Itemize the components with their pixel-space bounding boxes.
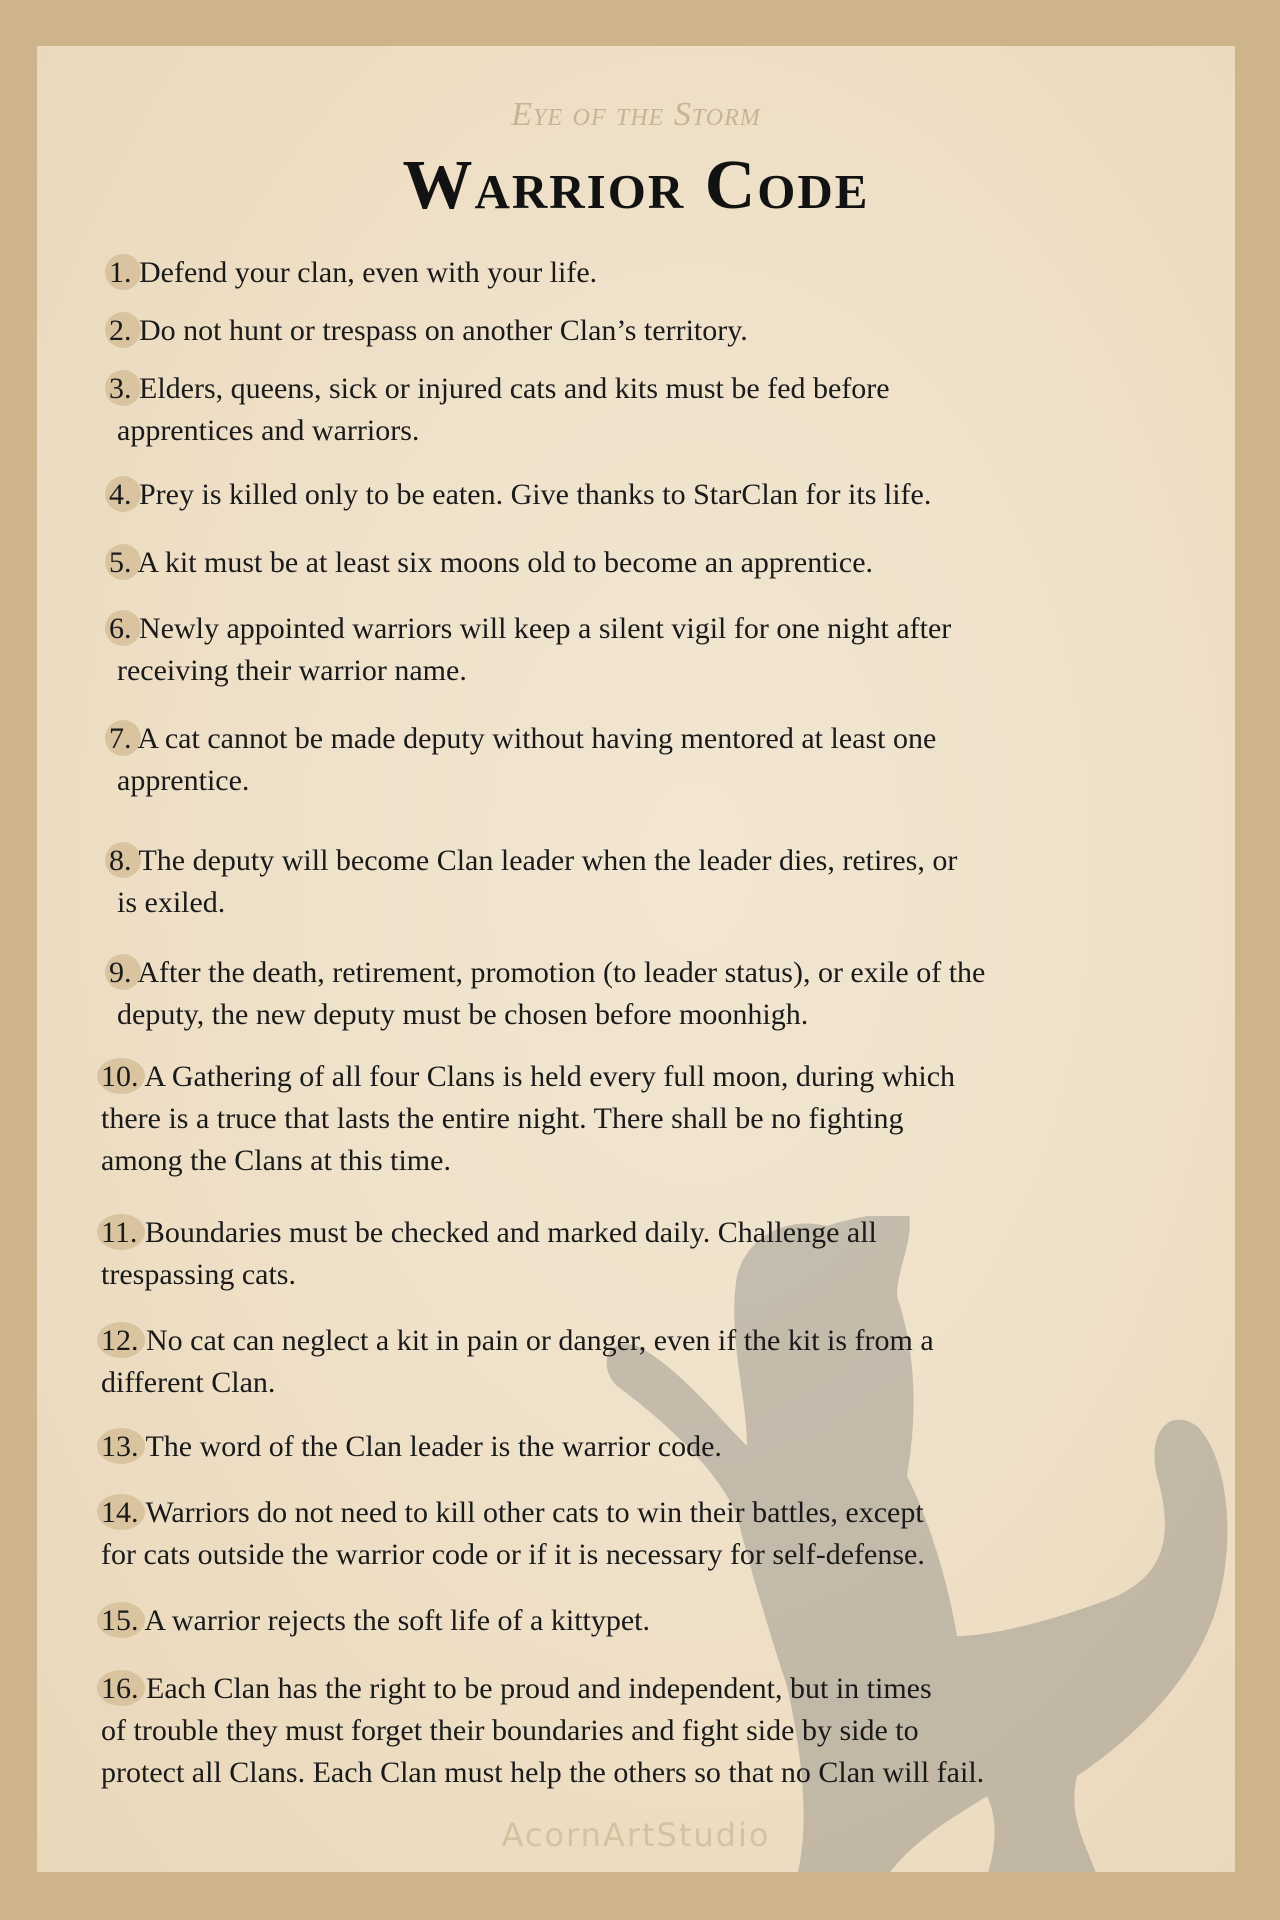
rule-number: 16. <box>101 1668 139 1710</box>
rule-text-continued: different Clan. <box>101 1366 276 1399</box>
rule-text: The deputy will become Clan leader when the leader dies, retires, or <box>131 844 958 877</box>
rule-item <box>101 1668 1201 1794</box>
rule-item <box>109 368 1209 452</box>
rule-item <box>109 474 1209 516</box>
rule-item <box>101 1056 1201 1182</box>
rule-number: 12. <box>101 1320 139 1362</box>
rule-text: Prey is killed only to be eaten. Give thanks to StarClan for its life. <box>131 478 932 511</box>
rule-number: 13. <box>101 1426 139 1468</box>
rule-item <box>101 1426 1201 1468</box>
rule-text: Do not hunt or trespass on another Clan’s territory. <box>131 314 748 347</box>
rule-number: 7. <box>109 718 132 760</box>
warrior-code-card <box>37 46 1235 1872</box>
rule-number: 1. <box>109 252 132 294</box>
rule-text-continued: among the Clans at this time. <box>101 1144 451 1177</box>
rule-number: 10. <box>101 1056 139 1098</box>
rule-text: A cat cannot be made deputy without having mentored at least one <box>131 722 937 755</box>
rule-item <box>109 952 1209 1036</box>
rule-item <box>109 310 1209 352</box>
rule-text-continued: protect all Clans. Each Clan must help the others so that no Clan will fail. <box>101 1756 985 1789</box>
rule-text: Elders, queens, sick or injured cats and kits must be fed before <box>131 372 890 405</box>
rule-text-continued: of trouble they must forget their boundaries and fight side by side to <box>101 1714 919 1747</box>
rule-number: 9. <box>109 952 132 994</box>
rule-number: 2. <box>109 310 132 352</box>
rule-item <box>109 840 1209 924</box>
rule-item <box>109 608 1209 692</box>
rule-text: Defend your clan, even with your life. <box>131 256 598 289</box>
rule-text: The word of the Clan leader is the warrior code. <box>138 1430 722 1463</box>
rule-item <box>101 1212 1201 1296</box>
rule-text-continued: trespassing cats. <box>101 1258 296 1291</box>
rule-item <box>109 718 1209 802</box>
rule-number: 14. <box>101 1492 139 1534</box>
rule-text: Boundaries must be checked and marked daily. Challenge all <box>137 1216 877 1249</box>
rule-text-continued: receiving their warrior name. <box>117 654 467 687</box>
rule-number: 11. <box>101 1212 137 1254</box>
rule-text: After the death, retirement, promotion (to leader status), or exile of the <box>131 956 986 989</box>
rule-text: A warrior rejects the soft life of a kittypet. <box>138 1604 651 1637</box>
rule-text: A kit must be at least six moons old to become an apprentice. <box>131 546 874 579</box>
rule-item <box>109 542 1209 584</box>
rule-item <box>101 1320 1201 1404</box>
rule-number: 8. <box>109 840 132 882</box>
rule-text: Newly appointed warriors will keep a silent vigil for one night after <box>131 612 952 645</box>
rule-number: 4. <box>109 474 132 516</box>
rule-text-continued: apprentice. <box>117 764 250 797</box>
rule-text: Warriors do not need to kill other cats to win their battles, except <box>138 1496 924 1529</box>
rule-text-continued: deputy, the new deputy must be chosen before moonhigh. <box>117 998 809 1031</box>
rule-item <box>109 252 1209 294</box>
rule-number: 3. <box>109 368 132 410</box>
rule-text-continued: for cats outside the warrior code or if it is necessary for self-defense. <box>101 1538 925 1571</box>
rule-item <box>101 1600 1201 1642</box>
rule-item <box>101 1492 1201 1576</box>
rule-number: 15. <box>101 1600 139 1642</box>
rule-text-continued: apprentices and warriors. <box>117 414 420 447</box>
rule-text: Each Clan has the right to be proud and independent, but in times <box>138 1672 932 1705</box>
artist-watermark: AcornArtStudio <box>501 1816 771 1854</box>
page-title: Warrior Code <box>402 147 870 224</box>
rule-number: 6. <box>109 608 132 650</box>
rule-text-continued: is exiled. <box>117 886 226 919</box>
rule-text: A Gathering of all four Clans is held every full moon, during which <box>138 1060 956 1093</box>
rule-number: 5. <box>109 542 132 584</box>
book-subtitle: Eye of the Storm <box>511 96 761 133</box>
rule-text-continued: there is a truce that lasts the entire night. There shall be no fighting <box>101 1102 904 1135</box>
rule-text: No cat can neglect a kit in pain or danger, even if the kit is from a <box>138 1324 934 1357</box>
